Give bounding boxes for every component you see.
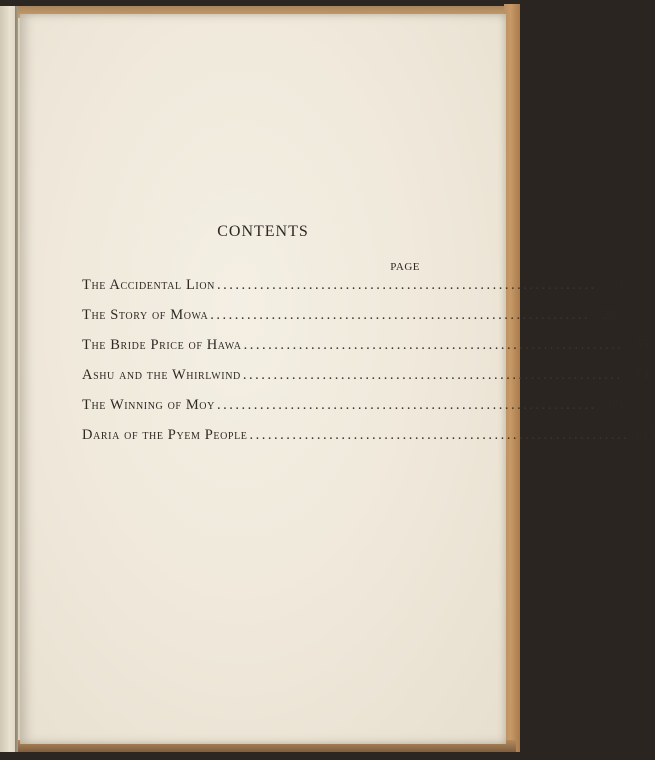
leader-dots: .............................................................. [217,277,597,293]
toc-entry-title: The Accidental Lion [82,277,215,293]
leader-dots: .............................................................. [243,337,624,353]
toc-entry-title: The Bride Price of Hawa [82,337,242,353]
leader-dots: .............................................................. [249,427,630,443]
toc-entry-title: The Story of Mowa [82,307,209,323]
toc-entry[interactable] [82,270,623,300]
toc-entry-page: 115 [634,427,655,443]
toc-entry-page: 73 [634,367,649,383]
toc-entries [82,270,655,450]
page-column-header: PAGE [390,261,420,273]
leader-dots: .............................................................. [242,367,623,383]
toc-entry[interactable] [82,360,649,390]
leader-dots: .............................................................. [216,397,597,413]
toc-entry-page: 3 [615,277,623,293]
toc-entry-page: 55 [634,337,650,353]
toc-entry[interactable] [82,300,617,330]
toc-entry-page: 95 [608,397,623,413]
toc-entry-title: Daria of the Pyem People [82,427,248,443]
page-title: CONTENTS [217,223,309,240]
leader-dots: .............................................................. [210,307,591,323]
toc-entry[interactable] [82,390,623,420]
left-page-edge [0,6,20,752]
toc-entry-title: The Winning of Moy [82,397,215,413]
toc-entry[interactable] [82,420,655,450]
toc-entry-page: 29 [601,307,617,323]
toc-entry-title: Ashu and the Whirlwind [82,367,241,383]
contents-page [20,14,655,744]
toc-entry[interactable] [82,330,650,360]
table-of-contents [82,260,655,450]
